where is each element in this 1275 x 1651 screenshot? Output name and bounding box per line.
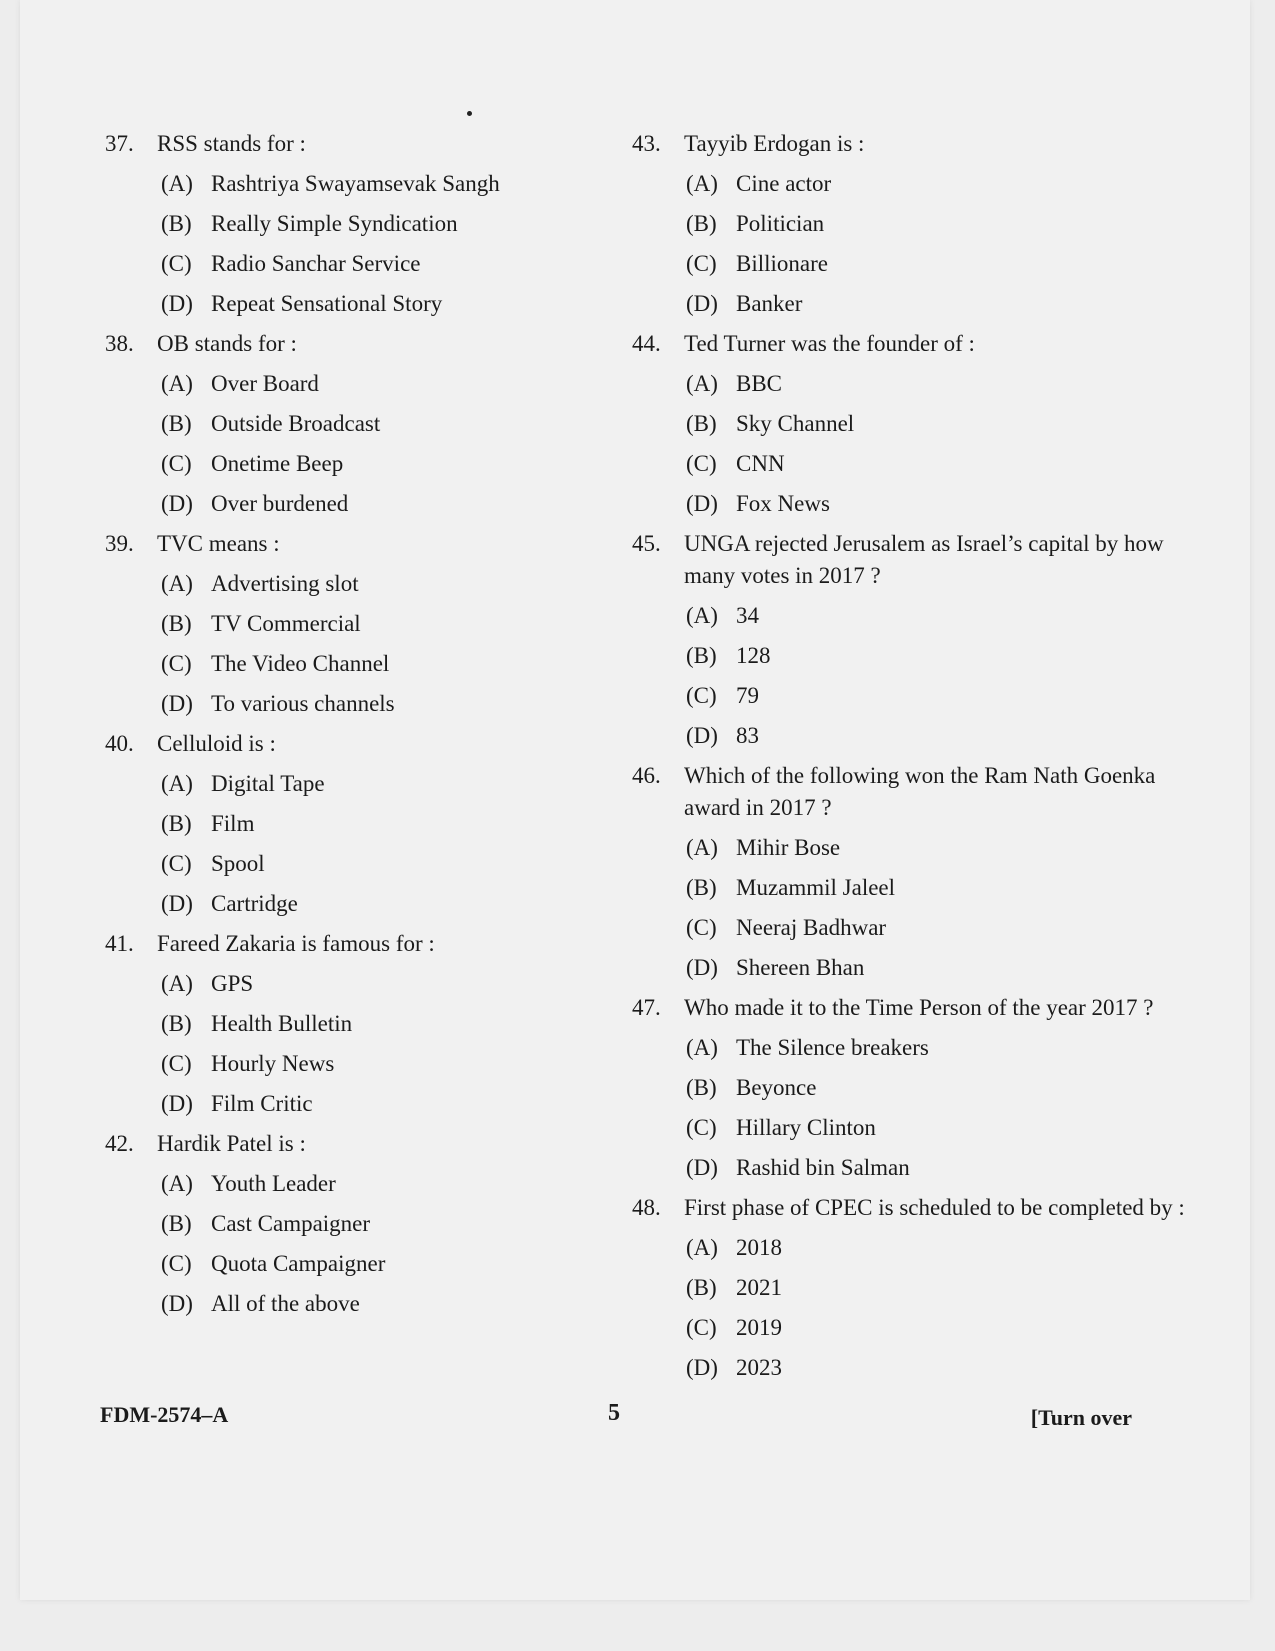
option-text: TV Commercial (211, 611, 361, 636)
option-label: (D) (161, 291, 193, 316)
option-text: Sky Channel (736, 411, 855, 436)
page-number: 5 (608, 1400, 620, 1426)
option-item (686, 1152, 1192, 1184)
option-text: Over Board (211, 371, 319, 396)
option-item (161, 608, 625, 640)
option-label: (D) (686, 291, 718, 316)
option-text: Beyonce (736, 1075, 817, 1100)
option-item (686, 448, 1192, 480)
option-label: (C) (686, 915, 717, 940)
option-item (686, 368, 1192, 400)
option-item (686, 488, 1192, 520)
option-item (686, 680, 1192, 712)
option-label: (A) (161, 371, 193, 396)
question-text: OB stands for : (157, 331, 297, 356)
option-item (686, 832, 1192, 864)
option-label: (A) (686, 835, 718, 860)
option-list (632, 168, 1192, 320)
option-label: (C) (161, 251, 192, 276)
question-47 (632, 992, 1192, 1184)
option-label: (B) (161, 811, 192, 836)
option-text: 2018 (736, 1235, 782, 1260)
option-text: BBC (736, 371, 783, 396)
option-text: Rashid bin Salman (736, 1155, 910, 1180)
option-label: (C) (686, 251, 717, 276)
option-label: (A) (161, 771, 193, 796)
question-header (632, 992, 1192, 1024)
option-label: (D) (161, 1091, 193, 1116)
option-item (686, 408, 1192, 440)
option-label: (B) (686, 1275, 717, 1300)
question-header (632, 1192, 1192, 1224)
question-text: TVC means : (157, 531, 280, 556)
turn-over-label: [Turn over (1030, 1405, 1132, 1430)
option-text: Film Critic (211, 1091, 313, 1116)
option-item (161, 688, 625, 720)
question-42 (105, 1128, 625, 1320)
option-text: Repeat Sensational Story (211, 291, 443, 316)
question-number: 39. (105, 531, 134, 556)
option-label: (C) (161, 1251, 192, 1276)
option-label: (B) (686, 411, 717, 436)
option-item (161, 248, 625, 280)
option-item (161, 1208, 625, 1240)
option-list (105, 768, 625, 920)
question-text: Ted Turner was the founder of : (684, 331, 975, 356)
option-item (686, 1232, 1192, 1264)
option-text: Over burdened (211, 491, 349, 516)
option-label: (A) (161, 1171, 193, 1196)
option-text: Health Bulletin (211, 1011, 353, 1036)
option-item (686, 600, 1192, 632)
option-text: Hillary Clinton (736, 1115, 876, 1140)
question-text: Which of the following won the Ram Nath Goenka award in 2017 ? (684, 763, 1156, 820)
option-item (161, 1088, 625, 1120)
option-list (105, 568, 625, 720)
option-label: (D) (686, 1355, 718, 1380)
question-number: 38. (105, 331, 134, 356)
option-text: Cartridge (211, 891, 298, 916)
question-number: 42. (105, 1131, 134, 1156)
option-text: Spool (211, 851, 265, 876)
option-label: (D) (686, 1155, 718, 1180)
option-label: (D) (161, 891, 193, 916)
question-text: Celluloid is : (157, 731, 276, 756)
option-item (161, 368, 625, 400)
option-list (105, 168, 625, 320)
option-item (686, 1352, 1192, 1384)
option-label: (B) (161, 611, 192, 636)
option-text: All of the above (211, 1291, 360, 1316)
option-text: 2021 (736, 1275, 782, 1300)
option-text: 83 (736, 723, 759, 748)
option-label: (A) (686, 1235, 718, 1260)
question-header (632, 328, 1192, 360)
option-label: (C) (161, 451, 192, 476)
option-text: GPS (211, 971, 254, 996)
question-header (105, 328, 625, 360)
question-text: UNGA rejected Jerusalem as Israel’s capital by how many votes in 2017 ? (684, 531, 1164, 588)
option-label: (A) (686, 171, 718, 196)
option-label: (D) (161, 491, 193, 516)
question-header (632, 128, 1192, 160)
option-text: Rashtriya Swayamsevak Sangh (211, 171, 500, 196)
question-text: Hardik Patel is : (157, 1131, 306, 1156)
option-text: 128 (736, 643, 771, 668)
option-item (686, 872, 1192, 904)
option-list (632, 600, 1192, 752)
question-text: First phase of CPEC is scheduled to be completed by : (684, 1195, 1185, 1220)
question-header (105, 928, 625, 960)
option-item (161, 1288, 625, 1320)
right-column (632, 128, 1192, 1384)
question-header (105, 528, 625, 560)
question-46 (632, 760, 1192, 984)
option-item (161, 768, 625, 800)
question-header (632, 528, 1192, 592)
option-text: CNN (736, 451, 785, 476)
option-label: (D) (161, 691, 193, 716)
option-text: Advertising slot (211, 571, 359, 596)
option-text: Politician (736, 211, 825, 236)
stray-dot (467, 111, 472, 116)
question-text: RSS stands for : (157, 131, 306, 156)
option-text: To various channels (211, 691, 395, 716)
option-label: (B) (686, 875, 717, 900)
option-item (686, 1312, 1192, 1344)
option-label: (A) (686, 371, 718, 396)
question-number: 40. (105, 731, 134, 756)
option-text: Outside Broadcast (211, 411, 381, 436)
option-item (686, 1112, 1192, 1144)
option-text: Quota Campaigner (211, 1251, 386, 1276)
question-number: 44. (632, 331, 661, 356)
question-number: 46. (632, 763, 661, 788)
question-43 (632, 128, 1192, 320)
option-list (632, 1232, 1192, 1384)
option-text: Mihir Bose (736, 835, 841, 860)
option-label: (D) (686, 723, 718, 748)
option-label: (C) (686, 1315, 717, 1340)
option-item (161, 1168, 625, 1200)
question-41 (105, 928, 625, 1120)
question-number: 47. (632, 995, 661, 1020)
option-item (686, 952, 1192, 984)
left-column (105, 128, 625, 1320)
option-label: (A) (161, 171, 193, 196)
option-label: (A) (686, 1035, 718, 1060)
option-list (105, 368, 625, 520)
question-text: Tayyib Erdogan is : (684, 131, 865, 156)
option-item (161, 1248, 625, 1280)
option-label: (B) (161, 1011, 192, 1036)
option-item (686, 1072, 1192, 1104)
option-text: Cine actor (736, 171, 832, 196)
option-label: (A) (686, 603, 718, 628)
option-text: Digital Tape (211, 771, 325, 796)
option-text: Muzammil Jaleel (736, 875, 896, 900)
option-text: Film (211, 811, 255, 836)
option-item (161, 1008, 625, 1040)
question-text: Who made it to the Time Person of the year 2017 ? (684, 995, 1154, 1020)
question-37 (105, 128, 625, 320)
option-item (161, 808, 625, 840)
option-item (161, 968, 625, 1000)
option-label: (B) (161, 1211, 192, 1236)
option-label: (B) (686, 211, 717, 236)
option-label: (C) (686, 451, 717, 476)
option-text: Hourly News (211, 1051, 335, 1076)
option-item (686, 640, 1192, 672)
option-item (686, 288, 1192, 320)
option-list (632, 368, 1192, 520)
exam-page (20, 0, 1250, 1600)
option-text: 2019 (736, 1315, 782, 1340)
option-item (686, 1272, 1192, 1304)
option-text: The Silence breakers (736, 1035, 929, 1060)
option-label: (C) (686, 683, 717, 708)
question-header (105, 128, 625, 160)
question-header (632, 760, 1192, 824)
option-label: (B) (161, 411, 192, 436)
option-label: (D) (161, 1291, 193, 1316)
option-item (161, 1048, 625, 1080)
question-number: 45. (632, 531, 661, 556)
paper-code: FDM-2574–A (100, 1402, 229, 1427)
option-item (161, 168, 625, 200)
option-label: (B) (161, 211, 192, 236)
question-number: 43. (632, 131, 661, 156)
question-number: 37. (105, 131, 134, 156)
option-item (161, 488, 625, 520)
option-item (161, 448, 625, 480)
question-45 (632, 528, 1192, 752)
option-label: (A) (161, 971, 193, 996)
question-number: 41. (105, 931, 134, 956)
option-text: Onetime Beep (211, 451, 344, 476)
question-text: Fareed Zakaria is famous for : (157, 931, 435, 956)
option-text: Banker (736, 291, 803, 316)
option-text: 79 (736, 683, 759, 708)
option-item (161, 568, 625, 600)
option-text: Radio Sanchar Service (211, 251, 421, 276)
option-list (105, 1168, 625, 1320)
question-40 (105, 728, 625, 920)
option-text: The Video Channel (211, 651, 390, 676)
option-item (686, 1032, 1192, 1064)
option-label: (C) (686, 1115, 717, 1140)
option-item (161, 288, 625, 320)
option-label: (C) (161, 851, 192, 876)
option-item (686, 168, 1192, 200)
option-list (105, 968, 625, 1120)
option-item (161, 208, 625, 240)
option-label: (D) (686, 491, 718, 516)
question-44 (632, 328, 1192, 520)
option-label: (C) (161, 651, 192, 676)
option-text: Billionare (736, 251, 828, 276)
option-label: (C) (161, 1051, 192, 1076)
question-header (105, 1128, 625, 1160)
option-text: Neeraj Badhwar (736, 915, 887, 940)
option-item (161, 408, 625, 440)
option-text: Fox News (736, 491, 830, 516)
option-label: (D) (686, 955, 718, 980)
option-item (686, 208, 1192, 240)
option-text: Youth Leader (211, 1171, 336, 1196)
option-list (632, 832, 1192, 984)
question-48 (632, 1192, 1192, 1384)
option-item (161, 888, 625, 920)
option-text: Cast Campaigner (211, 1211, 371, 1236)
option-item (686, 248, 1192, 280)
option-text: Shereen Bhan (736, 955, 865, 980)
option-item (161, 848, 625, 880)
option-item (686, 912, 1192, 944)
question-number: 48. (632, 1195, 661, 1220)
option-label: (B) (686, 1075, 717, 1100)
question-header (105, 728, 625, 760)
option-label: (A) (161, 571, 193, 596)
option-item (161, 648, 625, 680)
option-text: 34 (736, 603, 759, 628)
question-39 (105, 528, 625, 720)
option-text: 2023 (736, 1355, 782, 1380)
option-text: Really Simple Syndication (211, 211, 458, 236)
option-list (632, 1032, 1192, 1184)
question-38 (105, 328, 625, 520)
option-item (686, 720, 1192, 752)
option-label: (B) (686, 643, 717, 668)
